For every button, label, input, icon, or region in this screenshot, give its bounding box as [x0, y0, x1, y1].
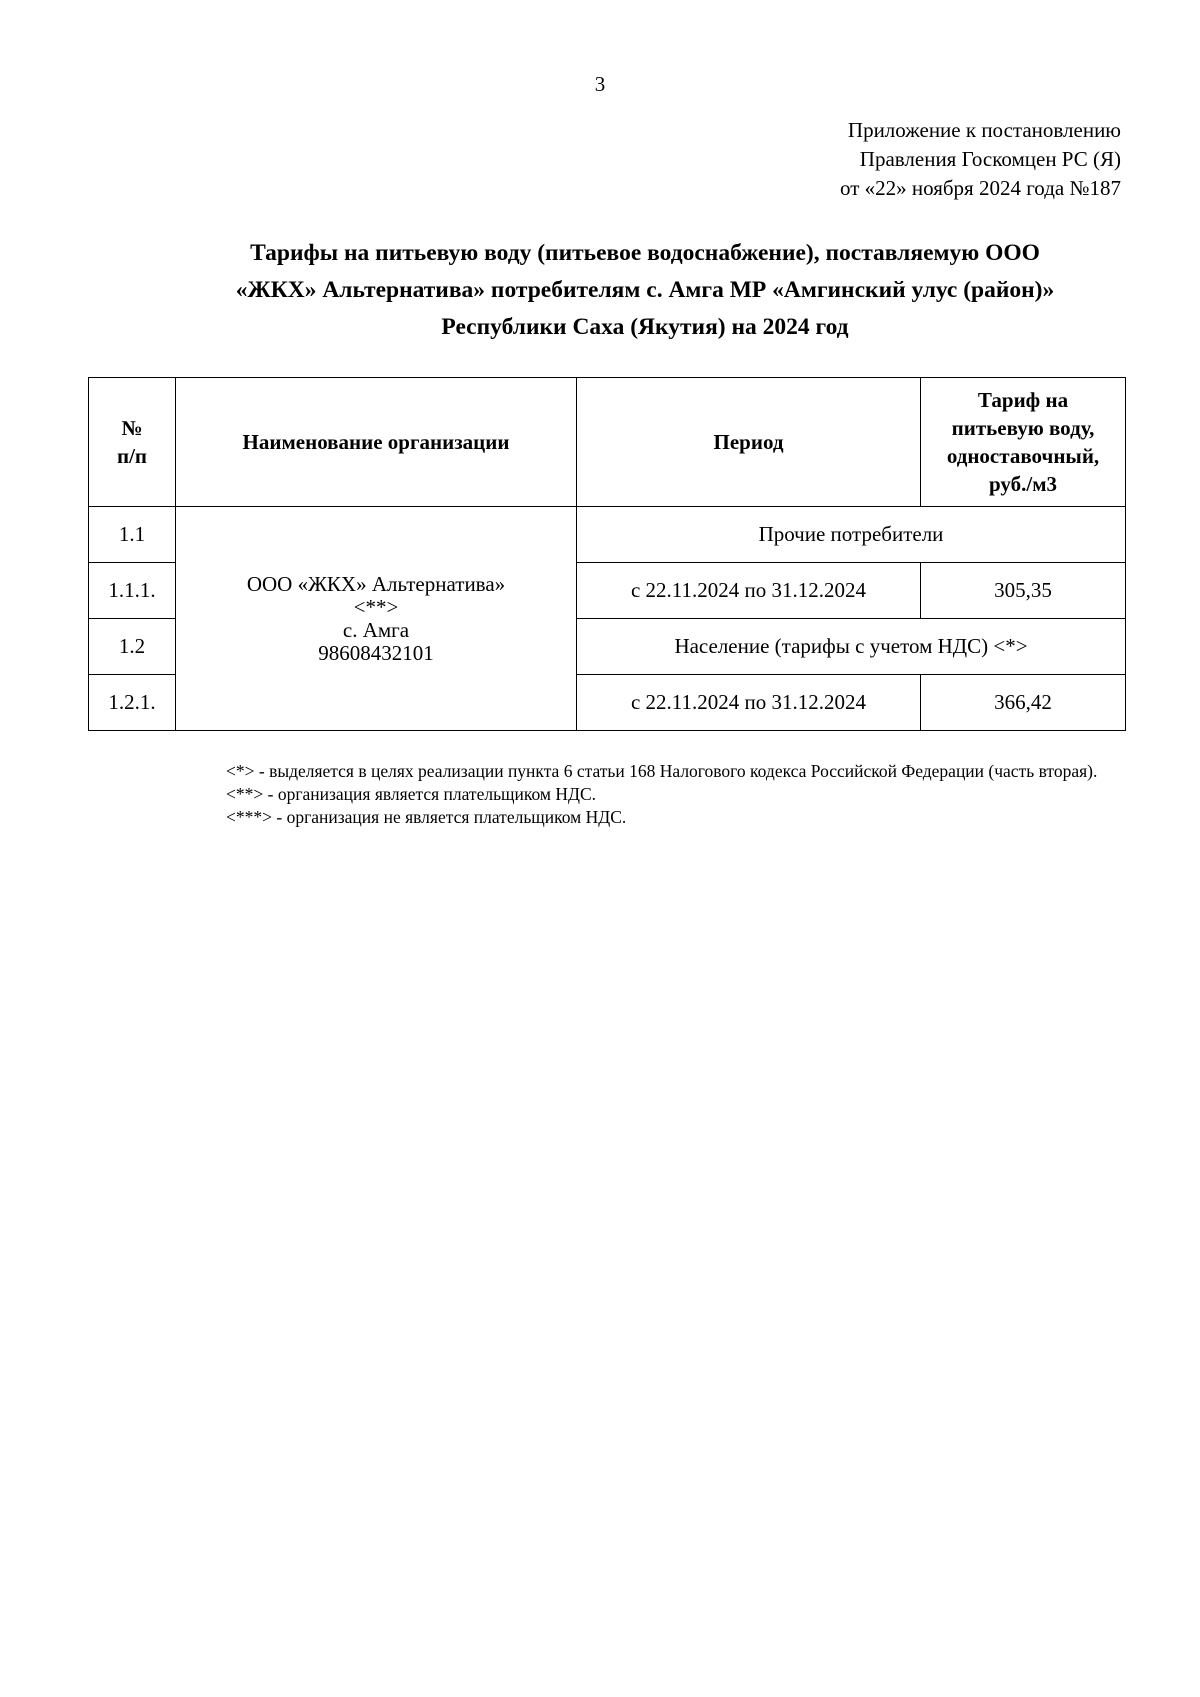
header-organization: Наименование организации [176, 378, 577, 507]
footnote-vat-payer: <**> - организация является плательщиком НДС. [226, 784, 596, 804]
row-number: 1.1 [89, 507, 176, 563]
table-header-row [89, 378, 1126, 507]
title-line: Республики Саха (Якутия) на 2024 год [441, 314, 849, 340]
consumer-group: Население (тарифы с учетом НДС) <*> [577, 619, 1126, 675]
appendix-line: Правления Госкомцен РС (Я) [859, 147, 1121, 171]
header-period: Период [577, 378, 921, 507]
tariff-cell: 366,42 [921, 675, 1126, 731]
footnote-non-vat-payer: <***> - организация не является плательщиком НДС. [226, 807, 627, 827]
appendix-date-line: от «22» ноября 2024 года №187 [839, 176, 1121, 200]
header-tariff: Тариф на питьевую воду, одноставочный, руб./м3 [921, 378, 1126, 507]
footnotes [174, 760, 1121, 829]
period-cell: с 22.11.2024 по 31.12.2024 [577, 563, 921, 619]
table-row [89, 507, 1126, 563]
organization-cell: ООО «ЖКХ» Альтернатива» <**> с. Амга 98608432101 [176, 507, 577, 731]
consumer-group: Прочие потребители [577, 507, 1126, 563]
header-num: № п/п [89, 378, 176, 507]
tariff-table [88, 377, 1126, 731]
page-number: 3 [594, 72, 606, 96]
tariff-cell: 305,35 [921, 563, 1126, 619]
appendix-line: Приложение к постановлению [847, 118, 1121, 142]
row-number: 1.2 [89, 619, 176, 675]
row-number: 1.1.1. [89, 563, 176, 619]
title-line: Тарифы на питьевую воду (питьевое водоснабжение), поставляемую ООО [250, 240, 1040, 266]
row-number: 1.2.1. [89, 675, 176, 731]
period-cell: с 22.11.2024 по 31.12.2024 [577, 675, 921, 731]
document-title [150, 235, 1140, 346]
appendix-reference [840, 116, 1121, 203]
footnote-vat-allocated: <*> - выделяется в целях реализации пункта 6 статьи 168 Налогового кодекса Российской Федерации (часть вторая). [226, 761, 1098, 781]
title-line: «ЖКХ» Альтернатива» потребителям с. Амга МР «Амгинский улус (район)» [235, 277, 1055, 303]
